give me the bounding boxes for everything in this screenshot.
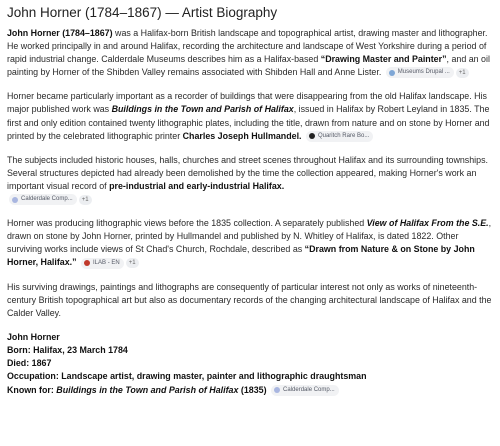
- paragraph-subjects: [7, 154, 492, 206]
- artist-name: John Horner (1784–1867): [7, 28, 113, 38]
- page-title: John Horner (1784–1867) — Artist Biography: [7, 5, 278, 20]
- text: Horner became particularly important as a recorder of buildings that were disappearing from the old Halifax landscape. His major published work was: [7, 91, 487, 115]
- book-title: Buildings in the Town and Parish of Halifax: [111, 104, 294, 115]
- more-sources-badge[interactable]: +1: [79, 195, 92, 205]
- print-title: View of Halifax From the S.E.: [366, 218, 489, 229]
- citation-label: Calderdale Comp...: [21, 196, 73, 203]
- citation-label: Quaritch Rare Bo...: [317, 132, 370, 139]
- fact-occupation: Occupation: Landscape artist, drawing master, painter and lithographic draughtsman: [7, 371, 367, 382]
- fact-name: John Horner: [7, 331, 60, 342]
- ilab-source-icon: [84, 260, 90, 266]
- calderdale-source-icon: [12, 197, 18, 203]
- paragraph-buildings: [7, 90, 492, 142]
- text: Horner was producing lithographic views before the 1835 collection. A separately published: [7, 218, 367, 229]
- more-sources-badge[interactable]: +1: [456, 68, 469, 78]
- emphasis-halifax: pre-industrial and early-industrial Halifax.: [109, 180, 285, 191]
- text: , and an oil painting by Horner of the Shibden Valley remains associated with Shibden Hall and Anne Lister.: [7, 54, 490, 78]
- source-citation-quaritch[interactable]: [306, 131, 373, 142]
- fact-known-year: (1835): [238, 384, 267, 395]
- fact-died: Died: 1867: [7, 358, 52, 369]
- quote-drawn-from-nature: “Drawn from Nature & on Stone by John Horner, Halifax.”: [7, 244, 475, 268]
- text: The subjects included historic houses, halls, churches and street scenes throughout Halifax and its surrounding townships. Several structures depicted had already been demolished by the time the collection appeared, making Horner's work an important visual record of: [7, 154, 488, 191]
- fact-box: [7, 331, 492, 397]
- citation-label: ILAB - EN: [93, 259, 120, 266]
- quaritch-source-icon: [309, 133, 315, 139]
- more-sources-badge[interactable]: +1: [126, 258, 139, 268]
- source-citation-museums[interactable]: [386, 67, 454, 78]
- source-citation-ilab[interactable]: [81, 258, 124, 269]
- fact-known-work: Buildings in the Town and Parish of Halifax: [56, 384, 239, 395]
- source-citation-calderdale[interactable]: [271, 385, 339, 396]
- citation-label: Museums Drupal ...: [397, 69, 450, 76]
- text: , drawn on stone by John Horner, printed by Hullmandel and published by N. Whitley of Halifax, is dated 1822. Other surviving works include views of St Chad's Church, Rochdale, described as: [7, 218, 492, 255]
- quote-drawing-master: “Drawing Master and Painter”: [320, 54, 447, 65]
- paragraph-legacy: His surviving drawings, paintings and lithographs are consequently of particular interest not only as works of nineteenth-century British topographical art but also as documentary records of the changing architectural landscape of Halifax and the Calder Valley.: [7, 281, 492, 318]
- fact-born: Born: Halifax, 23 March 1784: [7, 344, 128, 355]
- paragraph-intro: [7, 27, 492, 79]
- citation-label: Calderdale Comp...: [283, 386, 335, 393]
- paragraph-lithographs: [7, 217, 492, 269]
- museums-source-icon: [389, 70, 395, 76]
- printer-name: Charles Joseph Hullmandel.: [182, 130, 302, 141]
- source-citation-calderdale[interactable]: [9, 194, 77, 205]
- calderdale-source-icon: [274, 387, 280, 393]
- text: was a Halifax-born British landscape and topographical artist, drawing master and lithographer. He worked principally in and around Halifax, recording the architecture and landscape of West Yorkshire during a period of rapid industrial change. Calderdale Museums describes him as a Halifax-based: [7, 28, 488, 65]
- text: , issued in Halifax by Robert Leyland in 1835. The first and only edition contained twenty lithographic plates, including the title, drawn from nature and on stone by Horner and printed by the celebrated lithographic printer: [7, 104, 490, 141]
- fact-known-label: Known for:: [7, 384, 57, 395]
